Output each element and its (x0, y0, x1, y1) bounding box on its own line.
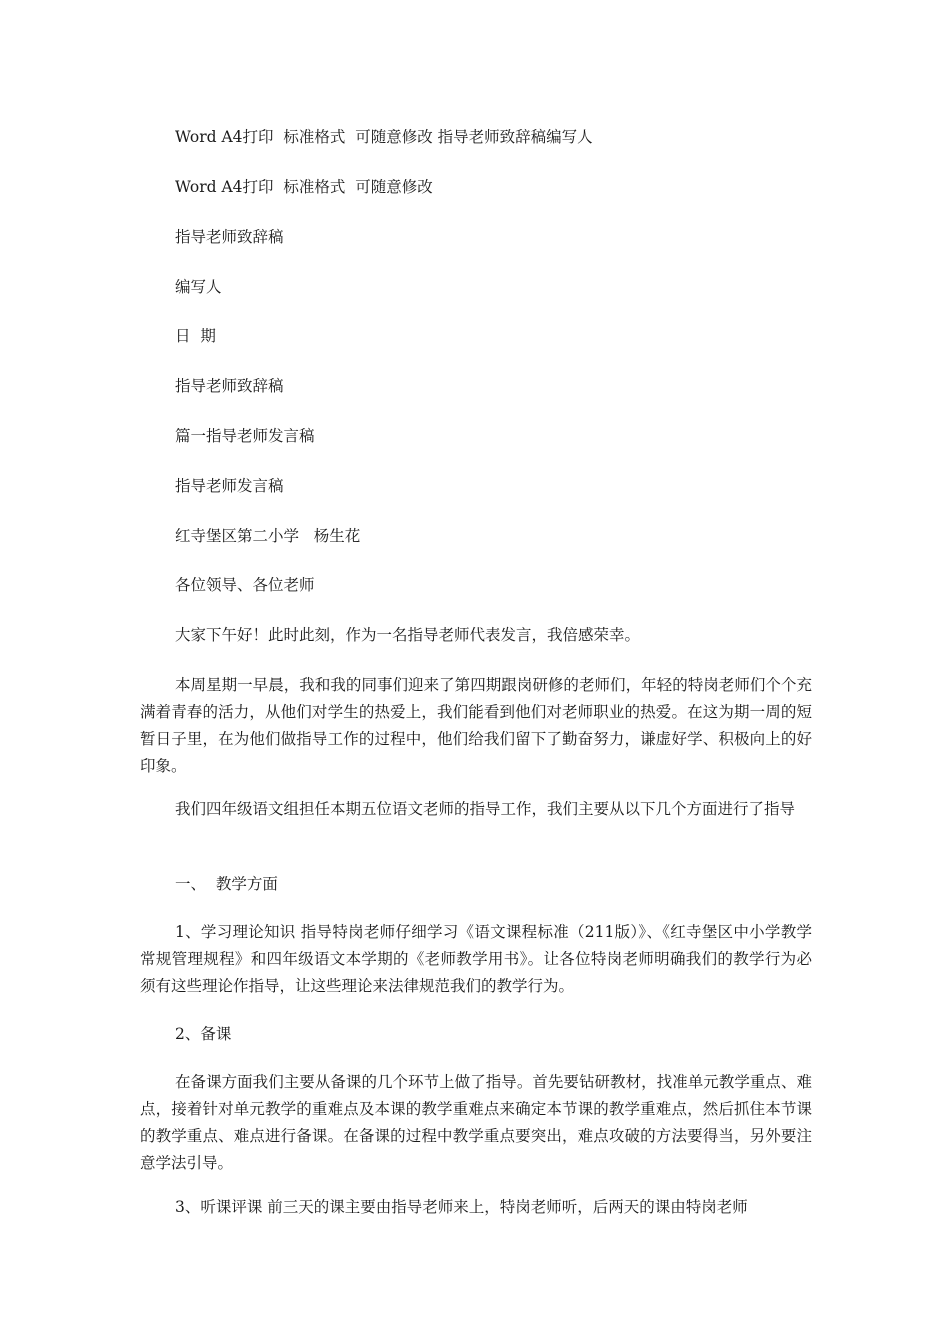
date-label: 日 期 (175, 327, 216, 345)
heading-teaching: 一、 教学方面 (175, 875, 278, 893)
paragraph-intro: 本周星期一早晨，我和我的同事们迎来了第四期跟岗研修的老师们，年轻的特岗老师们个个充满着青春的活力，从他们对学生的热爱上，我们能看到他们对老师职业的热爱。在这为期一周的短暂日子里，在为他们做指导工作的过程中，他们给我们留下了勤奋努力，谦虚好学、积极向上的好印象。 (140, 676, 812, 775)
greeting: 大家下午好！此时此刻，作为一名指导老师代表发言，我倍感荣幸。 (175, 626, 641, 644)
section-title: 篇一指导老师发言稿 (175, 427, 315, 445)
author-label: 编写人 (175, 278, 222, 296)
subheader-line: Word A4打印 标准格式 可随意修改 (175, 178, 433, 196)
salutation: 各位领导、各位老师 (175, 576, 315, 594)
paragraph-guidance: 我们四年级语文组担任本期五位语文老师的指导工作，我们主要从以下几个方面进行了指导 (175, 800, 796, 818)
item-theory: 1、学习理论知识 指导特岗老师仔细学习《语文课程标准（211版）》、《红寺堡区中小学教学常规管理规程》和四年级语文本学期的《老师教学用书》。让各位特岗老师明确我们的教学行为必须有这些理论作指导，让这些理论来法律规范我们的教学行为。 (140, 923, 812, 995)
item-prep-heading: 2、备课 (175, 1025, 232, 1043)
title-repeat: 指导老师致辞稿 (175, 377, 284, 395)
header-line: Word A4打印 标准格式 可随意修改 指导老师致辞稿编写人 (175, 128, 593, 146)
item-observation: 3、听课评课 前三天的课主要由指导老师来上，特岗老师听，后两天的课由特岗老师 (175, 1198, 748, 1216)
item-prep-body: 在备课方面我们主要从备课的几个环节上做了指导。首先要钻研教材，找准单元教学重点、难点，接着针对单元教学的重难点及本课的教学重难点来确定本节课的教学重难点，然后抓住本节课的教学重点、难点进行备课。在备课的过程中教学重点要突出，难点攻破的方法要得当，另外要注意学法引导。 (140, 1073, 812, 1172)
speech-title: 指导老师发言稿 (175, 477, 284, 495)
speaker-line: 红寺堡区第二小学 杨生花 (175, 527, 361, 545)
doc-title: 指导老师致辞稿 (175, 228, 284, 246)
